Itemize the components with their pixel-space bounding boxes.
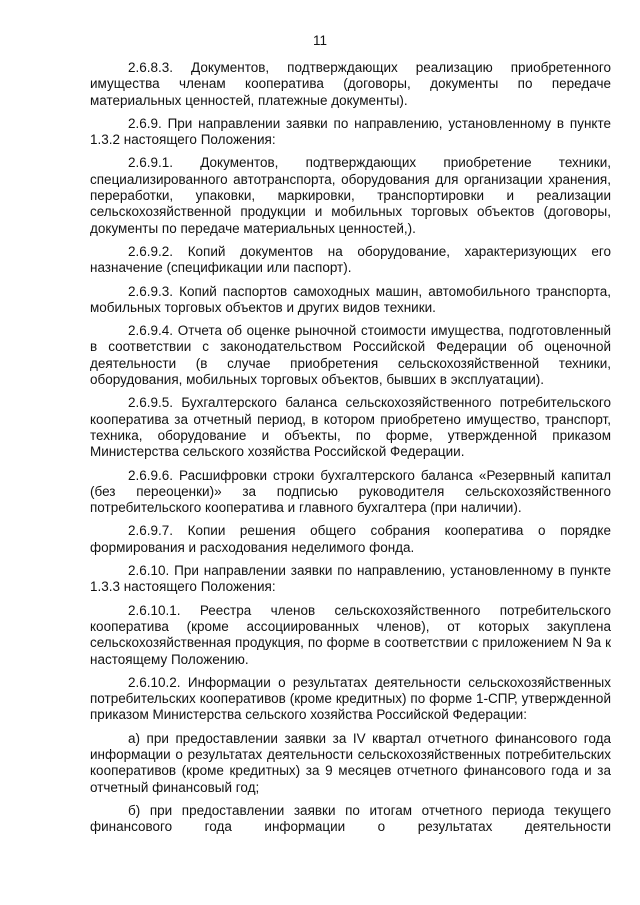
paragraph-2-6-9-6: 2.6.9.6. Расшифровки строки бухгалтерского баланса «Резервный капитал (без переоценки)» за подписью руководителя сельскохозяйственного потребительского кооператива и главного бухгалтера (при наличии). [90,467,611,516]
paragraph-2-6-9-7: 2.6.9.7. Копии решения общего собрания кооператива о порядке формирования и расходования неделимого фонда. [90,523,611,555]
paragraph-2-6-9-5: 2.6.9.5. Бухгалтерского баланса сельскохозяйственного потребительского кооператива за отчетный период, в котором приобретено имущество, транспорт, техника, оборудование и объекты, по форме, утвержденной приказом Министерства сельского хозяйства Российской Федерации. [90,395,611,460]
paragraph-2-6-9-2: 2.6.9.2. Копий документов на оборудование, характеризующих его назначение (спецификации или паспорт). [90,243,611,276]
paragraph-2-6-9: 2.6.9. При направлении заявки по направлению, установленному в пункте 1.3.2 настоящего Положения: [90,115,611,148]
paragraph-item-b: б) при предоставлении заявки по итогам отчетного периода текущего финансового года информации о результатах деятельности [90,802,611,835]
paragraph-2-6-9-3: 2.6.9.3. Копий паспортов самоходных машин, автомобильного транспорта, мобильных торговых объектов и других видов техники. [90,283,611,315]
paragraph-2-6-9-4: 2.6.9.4. Отчета об оценке рыночной стоимости имущества, подготовленный в соответствии с законодательством Российской Федерации об оценочной деятельности (в случае приобретения сельскохозяйственной техники, оборудования, мобильных торговых объектов, бывших в эксплуатации). [90,323,611,388]
paragraph-2-6-10-2: 2.6.10.2. Информации о результатах деятельности сельскохозяйственных потребительских кооперативов (кроме кредитных) по форме 1-СПР, утвержденной приказом Министерства сельского хозяйства Российской Федерации: [90,674,611,723]
paragraph-2-6-10: 2.6.10. При направлении заявки по направлению, установленному в пункте 1.3.3 настоящего Положения: [90,563,611,595]
paragraph-2-6-10-1: 2.6.10.1. Реестра членов сельскохозяйственного потребительского кооператива (кроме ассоциированных членов), от которых закуплена сельскохозяйственная продукция, по форме в соответствии с приложением N 9а к настоящему Положению. [90,602,611,667]
paragraph-item-a: а) при предоставлении заявки за IV квартал отчетного финансового года информации о результатах деятельности сельскохозяйственных потребительских кооперативов (кроме кредитных) за 9 месяцев отчетного финансового года и за отчетный финансовый год; [90,730,611,795]
paragraph-2-6-8-3: 2.6.8.3. Документов, подтверждающих реализацию приобретенного имущества членам кооператива (договоры, документы по передаче материальных ценностей, платежные документы). [90,60,611,108]
paragraph-2-6-9-1: 2.6.9.1. Документов, подтверждающих приобретение техники, специализированного автотранспорта, оборудования для организации хранения, переработки, упаковки, маркировки, транспортировки и реализации сельскохозяйственной продукции и мобильных торговых объектов (договоры, документы по передаче материальных ценностей,). [90,155,611,236]
document-body [90,60,611,835]
page-number: 11 [312,33,327,48]
